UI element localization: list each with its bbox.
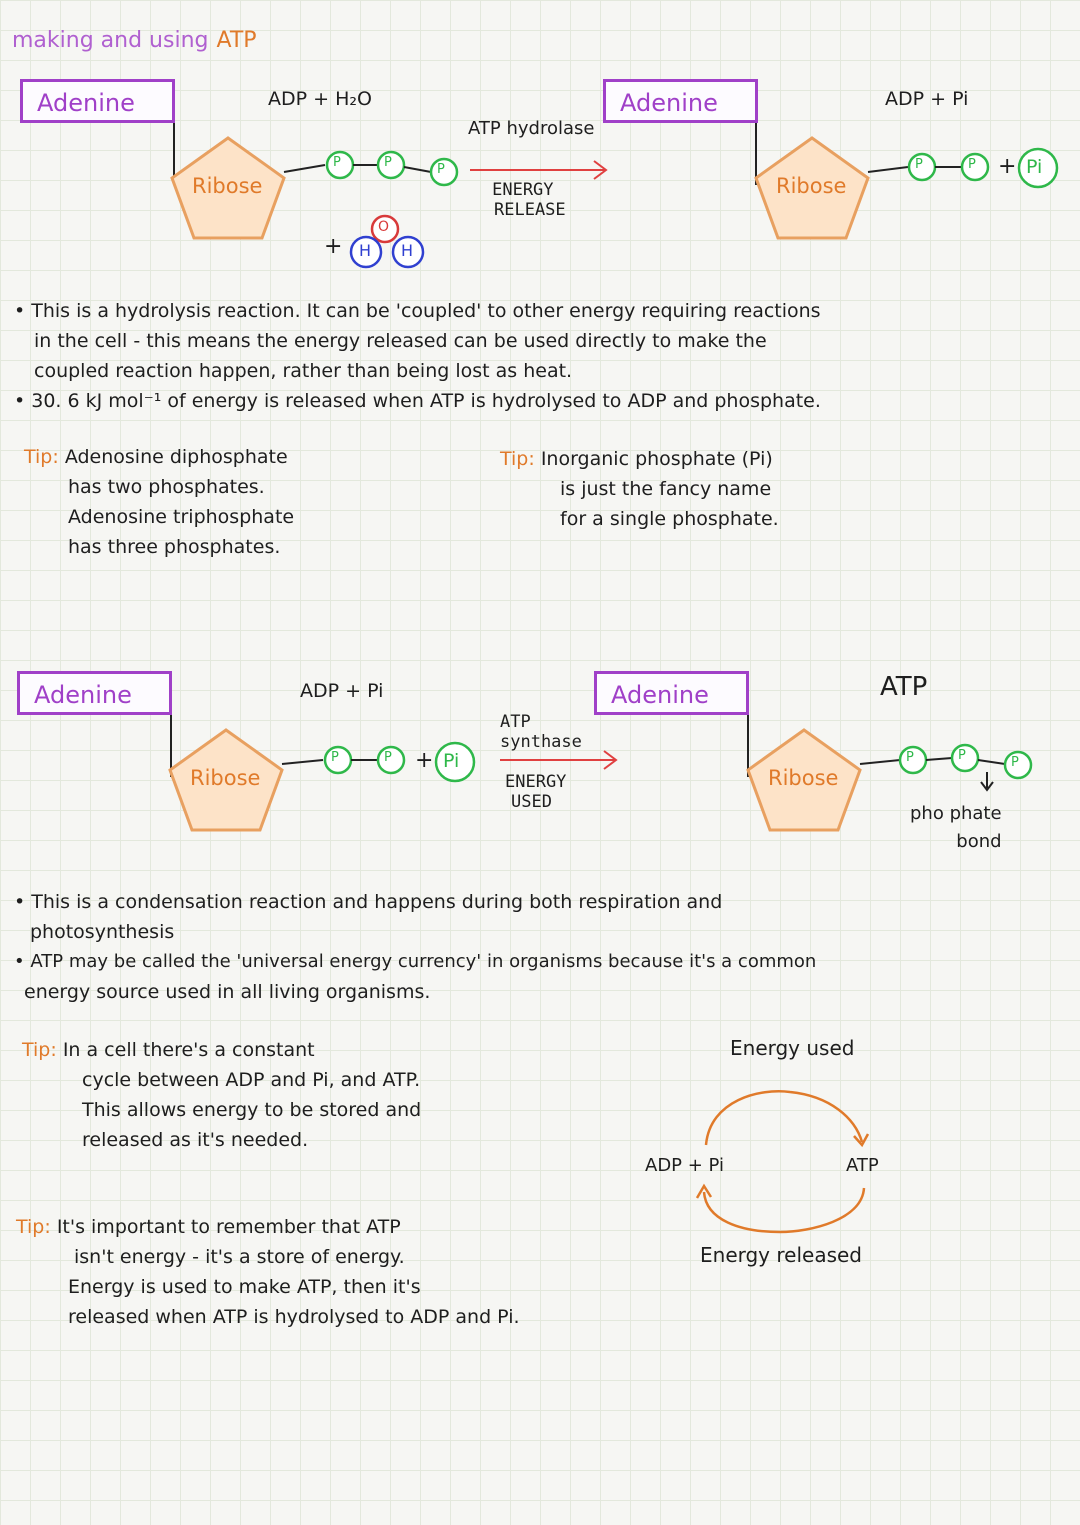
energy-release-label [480,180,566,220]
energy-line: RELEASE [494,200,566,220]
tip-line: has two phosphates. [68,476,265,498]
tip-atp-cycle [22,1035,421,1155]
energy-line: USED [511,792,552,812]
bond-line: bond [956,831,1002,852]
adenine-box: Adenine [603,79,758,123]
atp-label: ATP [880,672,928,702]
tip-line: Energy is used to make ATP, then it's [68,1276,421,1298]
enzyme-label [500,712,582,752]
ribose-label: Ribose [768,766,839,790]
condensation-arrow [500,751,616,769]
tip-line: Inorganic phosphate (Pi) [540,448,773,470]
adp-water-label: ADP + H₂O [268,88,372,110]
note-line: • This is a hydrolysis reaction. It can be 'coupled' to other energy requiring reactions [14,300,821,322]
tip-line: has three phosphates. [68,536,281,558]
energy-line: ENERGY [505,772,567,792]
tip-atp-store [16,1212,520,1332]
phosphate-letter: P [915,157,923,172]
plus-sign: + [415,748,434,773]
note-line: in the cell - this means the energy released can be used directly to make the [34,330,767,352]
enzyme-line: synthase [500,732,582,752]
adp-pi-label: ADP + Pi [885,88,969,110]
plus-sign: + [324,234,343,259]
plus-sign: + [998,154,1017,179]
pi-letter: Pi [1026,156,1043,178]
phosphate-letter: P [333,155,341,170]
tip-line: Adenosine diphosphate [64,446,288,468]
phosphate-bond-label [910,800,1002,856]
ribose-label: Ribose [190,766,261,790]
tip-line: for a single phosphate. [560,508,779,530]
phosphate-letter: P [958,748,966,763]
pi-letter: Pi [443,750,460,772]
hydrolysis-notes [14,296,1064,416]
energy-line: ENERGY [492,180,554,200]
note-line: • This is a condensation reaction and happens during both respiration and [14,891,723,913]
tip-line: released as it's needed. [82,1129,309,1151]
energy-used-label [505,772,566,812]
condensation-notes [14,887,1074,1007]
hydrolysis-arrow [470,161,606,179]
adp-pi-label: ADP + Pi [300,680,384,702]
tip-line: is just the fancy name [560,478,772,500]
cycle-adp-pi: ADP + Pi [645,1155,725,1176]
note-line: energy source used in all living organisms. [24,981,431,1003]
phosphate-letter: P [906,750,914,765]
adenine-box: Adenine [20,79,175,123]
enzyme-line: ATP [500,712,531,732]
cycle-energy-used: Energy used [730,1036,855,1060]
tip-key: Tip: [500,448,535,470]
phosphate-letter: P [437,162,445,177]
ribose-label: Ribose [776,174,847,198]
note-line: • ATP may be called the 'universal energy currency' in organisms because it's a common [14,951,817,972]
tip-line: It's important to remember that ATP [56,1216,401,1238]
tip-key: Tip: [16,1216,51,1238]
phosphate-letter: P [968,157,976,172]
tip-adp-atp [24,442,294,562]
tip-line: released when ATP is hydrolysed to ADP and Pi. [68,1306,520,1328]
cycle-atp: ATP [846,1155,879,1176]
tip-key: Tip: [22,1039,57,1061]
enzyme-label: ATP hydrolase [468,118,595,139]
note-line: • 30. 6 kJ mol⁻¹ of energy is released when ATP is hydrolysed to ADP and phosphate. [14,390,821,412]
tip-line: This allows energy to be stored and [82,1099,422,1121]
bond-line: pho phate [910,803,1002,824]
oxygen-letter: O [378,219,390,235]
adenine-box: Adenine [594,671,749,715]
adenine-box: Adenine [17,671,172,715]
hydrogen-letter: H [401,241,414,260]
cycle-energy-released: Energy released [700,1243,863,1267]
tip-line: isn't energy - it's a store of energy. [74,1246,405,1268]
title-main: making and using [12,28,209,53]
tip-line: Adenosine triphosphate [68,506,295,528]
phosphate-letter: P [384,750,392,765]
note-line: coupled reaction happen, rather than being lost as heat. [34,360,573,382]
title-accent: ATP [216,28,257,53]
tip-key: Tip: [24,446,59,468]
note-line: photosynthesis [30,921,175,943]
tip-inorganic-phosphate [500,444,779,534]
phosphate-letter: P [384,155,392,170]
ribose-label: Ribose [192,174,263,198]
tip-line: cycle between ADP and Pi, and ATP. [82,1069,421,1091]
hydrogen-letter: H [359,241,372,260]
phosphate-letter: P [331,750,339,765]
phosphate-letter: P [1011,755,1019,770]
tip-line: In a cell there's a constant [62,1039,315,1061]
